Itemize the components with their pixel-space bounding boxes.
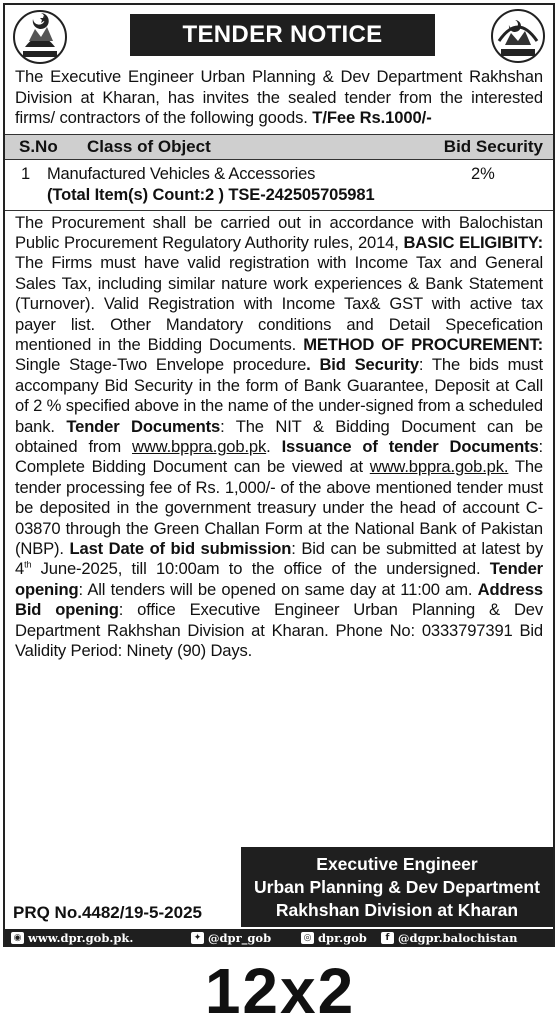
tender-notice <box>3 3 555 947</box>
heading-method: METHOD OF PROCUREMENT: <box>303 334 543 354</box>
column-header-class: Class of Object <box>87 136 211 156</box>
heading-last-date: Last Date of bid submission <box>69 539 292 558</box>
signature-line-2: Urban Planning & Dev Department <box>254 877 540 897</box>
balochistan-emblem-icon <box>11 7 69 65</box>
twitter-icon: ✦ <box>191 932 204 944</box>
row-item: Manufactured Vehicles & Accessories <box>47 164 316 183</box>
signature-line-3: Rakhshan Division at Kharan <box>275 900 519 920</box>
footer-instagram-text: dpr.gob <box>318 931 367 945</box>
ad-size-label: 12x2 <box>204 955 356 1027</box>
body-tender-documents: : The NIT & Bidding Document can be obtained from <box>15 416 544 456</box>
intro-paragraph <box>5 67 553 129</box>
footer-twitter[interactable] <box>191 929 271 947</box>
footer-twitter-text: @dpr_gob <box>208 931 272 945</box>
globe-icon: ◉ <box>11 932 24 944</box>
notice-body <box>5 210 553 662</box>
prq-number: PRQ No.4482/19-5-2025 <box>13 903 202 922</box>
body-eligibility: The Firms must have valid registration with Income Tax and General Sales Tax, including similar nature work experiences & Bank Statement (Turnover). Valid Registration with Income Tax& GST with active tax payer list. Other Mandatory conditions and Detail Specefication mentioned in the Bidding Documents. <box>15 253 543 354</box>
dpr-emblem-icon <box>489 7 547 65</box>
heading-tender-documents: Tender Documents <box>66 416 221 436</box>
bppra-link[interactable]: www.bppra.gob.pk <box>132 436 267 456</box>
footer-facebook[interactable] <box>381 929 518 947</box>
facebook-icon: f <box>381 932 394 944</box>
intro-text: The Executive Engineer Urban Planning & Dev Department Rakhshan Division at Kharan, has invites the sealed tender from the interested firms/ contractors of the following goods. <box>15 67 543 127</box>
notice-header <box>5 5 553 67</box>
instagram-icon: ◎ <box>301 932 314 944</box>
body-tender-opening: : All tenders will be opened on same day at 11:00 am. <box>78 579 473 599</box>
body-fee: The tender processing fee of Rs. 1,000/- of the above mentioned tender must be deposited in the government treasury under the head of account C-03870 through the Green Challan Form at the National Bank of Pakistan (NBP). <box>15 457 543 558</box>
tender-fee: T/Fee Rs.1000/- <box>312 108 432 127</box>
body-procurement: The Procurement shall be carried out in accordance with Balochistan Public Procurement Regulatory Authority rules, 2014, <box>15 212 543 252</box>
heading-issuance: Issuance of tender Documents <box>281 436 539 456</box>
period: . <box>266 436 271 456</box>
footer-instagram[interactable] <box>301 929 367 947</box>
footer-web-text: www.dpr.gob.pk. <box>28 931 134 945</box>
column-header-sno: S.No <box>19 136 58 156</box>
row-bid-security: 2% <box>471 164 495 183</box>
signature-line-1: Executive Engineer <box>316 854 478 874</box>
body-issuance: : Complete Bidding Document can be viewed at <box>15 436 543 477</box>
heading-tender-opening: Tender opening <box>15 559 543 599</box>
bppra-link-2[interactable]: www.bppra.gob.pk. <box>369 457 509 477</box>
body-address: : office Executive Engineer Urban Planning & Dev Department Rakhshan Division at Kharan. Phone No: 0333797391 Bid Validity Period: Ninety (90) Days. <box>15 600 543 661</box>
column-header-bid-security: Bid Security <box>443 136 543 156</box>
heading-address: Address Bid opening <box>15 579 543 620</box>
date-suffix: th <box>24 559 32 570</box>
row-sno: 1 <box>21 164 31 183</box>
items-table-header <box>5 134 553 160</box>
body-bid-security: : The bids must accompany Bid Security in the form of Bank Guarantee, Deposit at Call of 2 % specified above in the name of the under-signed from a scheduled bank. <box>15 355 543 436</box>
signature-block <box>241 847 553 927</box>
footer-bar <box>5 929 553 947</box>
footer-facebook-text: @dgpr.balochistan <box>398 931 518 945</box>
body-method: Single Stage-Two Envelope procedure <box>15 355 307 375</box>
footer-web[interactable] <box>11 929 133 947</box>
table-row <box>5 160 553 210</box>
row-item-count: (Total Item(s) Count:2 ) TSE-242505705981 <box>47 185 375 204</box>
heading-bid-security: . Bid Security <box>306 355 419 375</box>
body-last-date: : Bid can be submitted at latest by 4 <box>15 539 543 579</box>
heading-eligibility: BASIC ELIGIBITY: <box>403 232 543 252</box>
body-last-date-2: June-2025, till 10:00am to the office of the undersigned. <box>31 559 481 579</box>
page-title: TENDER NOTICE <box>130 14 435 56</box>
